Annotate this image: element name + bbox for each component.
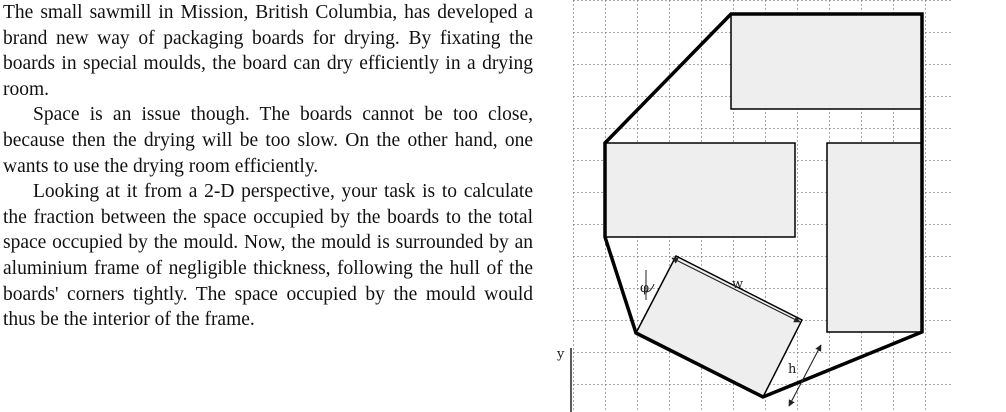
mould-diagram: [552, 0, 1006, 412]
board-top-right: [731, 14, 922, 109]
problem-statement: [3, 0, 533, 333]
paragraph-3: Looking at it from a 2-D perspective, your task is to calculate the fraction between the space occupied by the boards to the total space occupied by the mould. Now, the mould is surrounded by an aluminium frame of negligible thickness, following the hull of the boards' corners tightly. The space occupied by the mould would thus be the interior of the frame.: [3, 181, 533, 331]
angle-label: φ: [640, 281, 650, 296]
height-label: h: [788, 362, 797, 377]
board-right-vertical: [827, 143, 922, 332]
y-axis-label: y: [557, 347, 565, 362]
mould-diagram-svg: [552, 0, 1006, 412]
paragraph-2: Space is an issue though. The boards cannot be too close, because then the drying will be too slow. On the other hand, one wants to use the drying room efficiently.: [3, 104, 533, 177]
paragraph-1: The small sawmill in Mission, British Columbia, has developed a brand new way of packaging boards for drying. By fixating the boards in special moulds, the board can dry efficiently in a drying room.: [3, 2, 533, 100]
width-label: w: [732, 277, 744, 292]
board-middle-left: [605, 143, 795, 237]
